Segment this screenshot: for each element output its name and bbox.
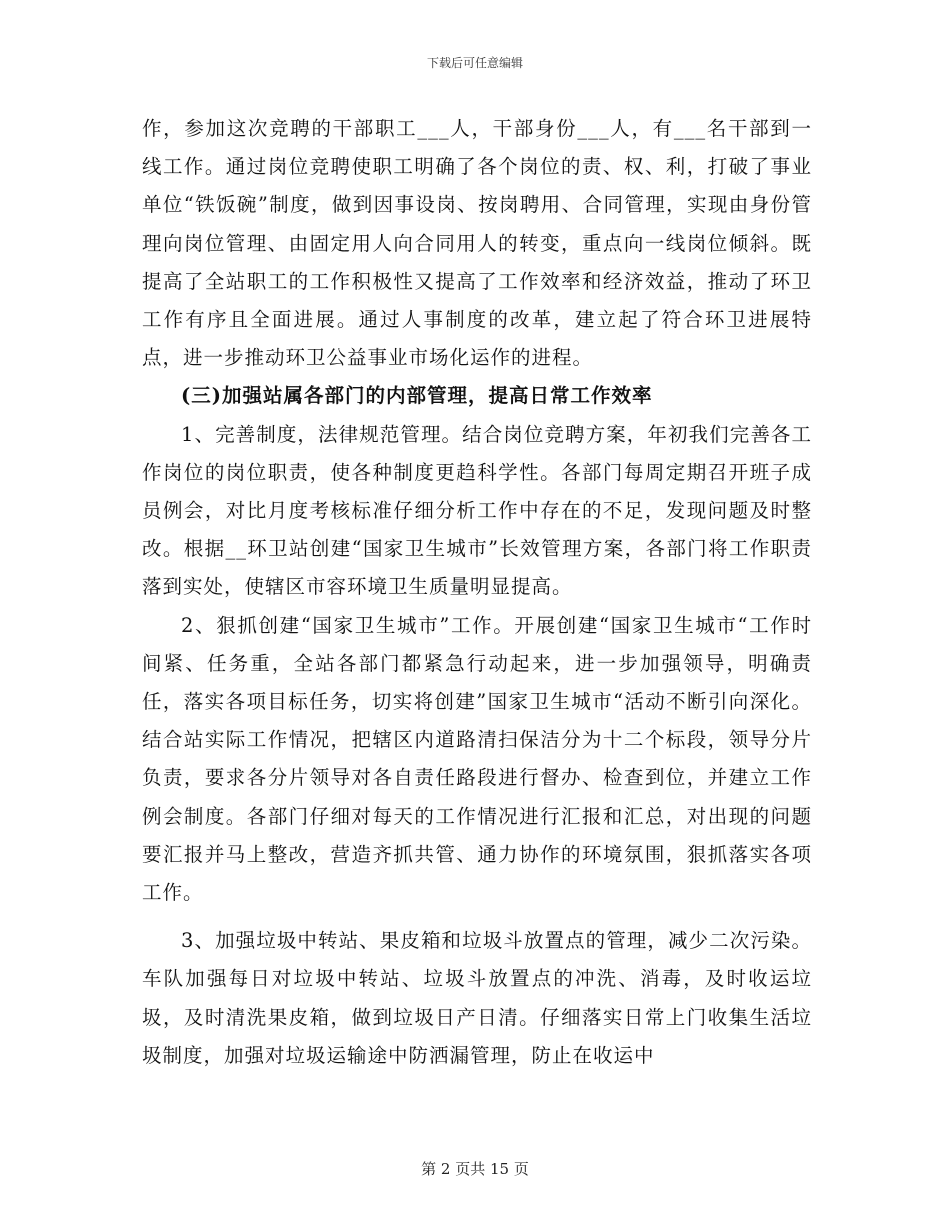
page-header-note: 下载后可任意编辑: [426, 56, 523, 70]
section-heading: (三)加强站属各部门的内部管理，提高日常工作效率: [181, 384, 653, 408]
page-number: 第 2 页共 15 页: [421, 1160, 529, 1178]
document-body: [142, 110, 812, 1075]
paragraph-continuation: 作，参加这次竞聘的干部职工___人，干部身份___人，有___名干部到一线工作。通过岗位竞聘使职工明确了各个岗位的责、权、利，打破了事业单位“铁饭碗”制度，做到因事设岗、按岗聘用、合同管理，实现由身份管理向岗位管理、由固定用人向合同用人的转变，重点向一线岗位倾斜。既提高了全站职工的工作积极性又提高了工作效率和经济效益，推动了环卫工作有序且全面进展。通过人事制度的改革，建立起了符合环卫进展特点，进一步推动环卫公益事业市场化运作的进程。: [142, 117, 812, 370]
paragraph-item-1: 1、完善制度，法律规范管理。结合岗位竞聘方案，年初我们完善各工作岗位的岗位职责，使各种制度更趋科学性。各部门每周定期召开班子成员例会，对比月度考核标准仔细分析工作中存在的不足，发现问题及时整改。根据__环卫站创建“国家卫生城市”长效管理方案，各部门将工作职责落到实处，使辖区市容环境卫生质量明显提高。: [142, 422, 812, 599]
paragraph-item-3: 3、加强垃圾中转站、果皮箱和垃圾斗放置点的管理，减少二次污染。车队加强每日对垃圾中转站、垃圾斗放置点的冲洗、消毒，及时收运垃圾，及时清洗果皮箱，做到垃圾日产日清。仔细落实日常上门收集生活垃圾制度，加强对垃圾运输途中防洒漏管理，防止在收运中: [142, 929, 812, 1067]
paragraph-item-2: 2、狠抓创建“国家卫生城市”工作。开展创建“国家卫生城市“工作时间紧、任务重，全站各部门都紧急行动起来，进一步加强领导，明确责任，落实各项目标任务，切实将创建”国家卫生城市“活动不断引向深化。结合站实际工作情况，把辖区内道路清扫保洁分为十二个标段，领导分片负责，要求各分片领导对各自责任路段进行督办、检查到位，并建立工作例会制度。各部门仔细对每天的工作情况进行汇报和汇总，对出现的问题要汇报并马上整改，营造齐抓共管、通力协作的环境氛围，狠抓落实各项工作。: [142, 613, 812, 905]
